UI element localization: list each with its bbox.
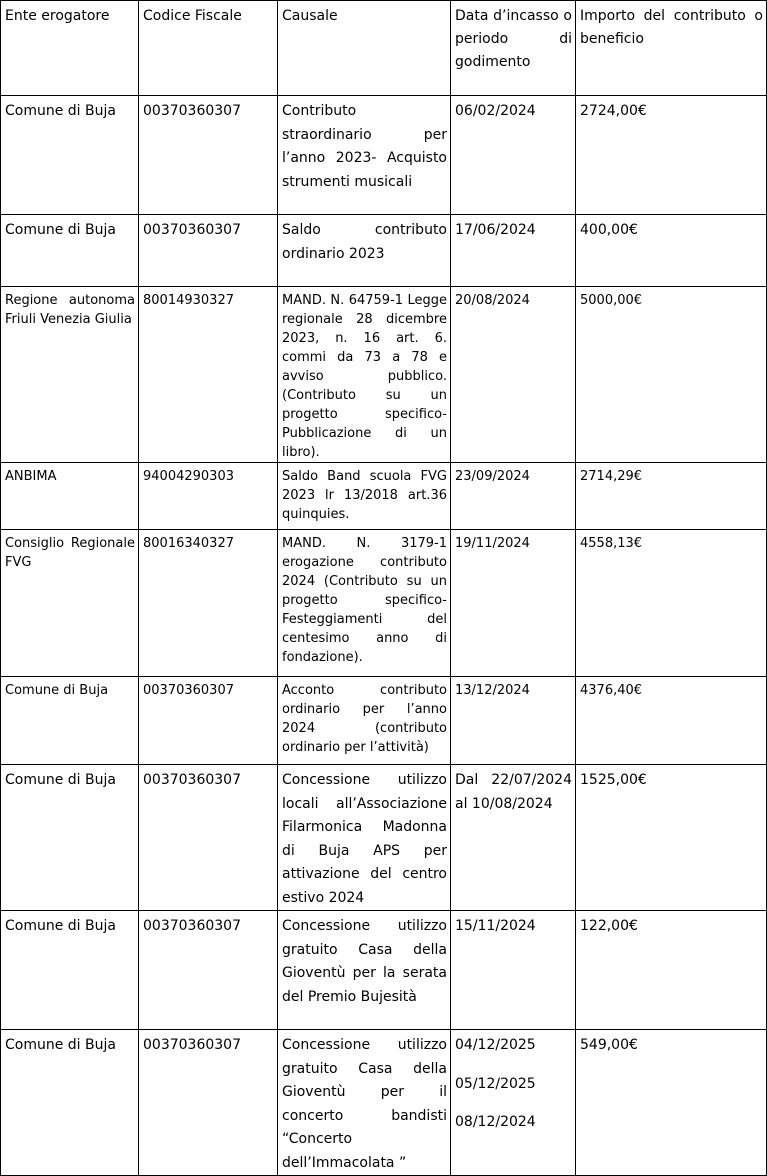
- header-data: Data d’incasso o periodo di godimento: [451, 1, 576, 96]
- cell-codice: 00370360307: [139, 677, 278, 765]
- table-row: [1, 287, 767, 463]
- cell-codice: 00370360307: [139, 1030, 278, 1176]
- cell-causale: Acconto contributo ordinario per l’anno 2024 (contributo ordinario per l’attività): [278, 677, 451, 765]
- header-ente: Ente erogatore: [1, 1, 139, 96]
- cell-codice: 80016340327: [139, 530, 278, 677]
- cell-ente: Comune di Buja: [1, 765, 139, 911]
- cell-data-line: 08/12/2024: [455, 1114, 536, 1130]
- cell-ente: Regione autonoma Friuli Venezia Giulia: [1, 287, 139, 463]
- cell-data-line: 05/12/2025: [455, 1075, 536, 1092]
- cell-importo: 2714,29€: [576, 463, 767, 530]
- header-row: [1, 1, 767, 96]
- cell-importo: 2724,00€: [576, 96, 767, 215]
- table-row: [1, 215, 767, 287]
- cell-causale: Contributo straordinario per l’anno 2023- Acquisto strumenti musicali: [278, 96, 451, 215]
- cell-data-line: 17/06/2024: [455, 222, 536, 238]
- cell-data: [451, 287, 576, 463]
- cell-importo: 4558,13€: [576, 530, 767, 677]
- header-causale: Causale: [278, 1, 451, 96]
- cell-importo: 5000,00€: [576, 287, 767, 463]
- cell-codice: 00370360307: [139, 215, 278, 287]
- cell-ente: Consiglio Regionale FVG: [1, 530, 139, 677]
- header-codice: Codice Fiscale: [139, 1, 278, 96]
- cell-data-line: 19/11/2024: [455, 536, 530, 551]
- header-importo: Importo del contributo o beneficio: [576, 1, 767, 96]
- cell-causale: Saldo Band scuola FVG 2023 lr 13/2018 art.36 quinquies.: [278, 463, 451, 530]
- table-row: [1, 677, 767, 765]
- cell-data: [451, 463, 576, 530]
- cell-data: [451, 96, 576, 215]
- cell-ente: ANBIMA: [1, 463, 139, 530]
- cell-causale: Concessione utilizzo gratuito Casa della Gioventù per la serata del Premio Bujesità: [278, 911, 451, 1030]
- table-row: [1, 1030, 767, 1176]
- table-row: [1, 463, 767, 530]
- cell-data: [451, 530, 576, 677]
- table-row: [1, 530, 767, 677]
- cell-data-line: Dal 22/07/2024 al 10/08/2024: [455, 772, 572, 812]
- cell-ente: Comune di Buja: [1, 1030, 139, 1176]
- cell-ente: Comune di Buja: [1, 911, 139, 1030]
- table-row: [1, 96, 767, 215]
- cell-codice: 94004290303: [139, 463, 278, 530]
- cell-ente: Comune di Buja: [1, 96, 139, 215]
- cell-data: [451, 911, 576, 1030]
- cell-ente: Comune di Buja: [1, 215, 139, 287]
- cell-causale: Concessione utilizzo locali all’Associazione Filarmonica Madonna di Buja APS per attivazione del centro estivo 2024: [278, 765, 451, 911]
- cell-data: [451, 677, 576, 765]
- cell-data: [451, 215, 576, 287]
- cell-causale: MAND. N. 3179-1 erogazione contributo 2024 (Contributo su un progetto specifico- Festeggiamenti del centesimo anno di fondazione).: [278, 530, 451, 677]
- cell-codice: 00370360307: [139, 765, 278, 911]
- cell-causale: MAND. N. 64759-1 Legge regionale 28 dicembre 2023, n. 16 art. 6. commi da 73 a 78 e avviso pubblico. (Contributo su un progetto specifico- Pubblicazione di un libro).: [278, 287, 451, 463]
- cell-data: [451, 1030, 576, 1176]
- cell-codice: 80014930327: [139, 287, 278, 463]
- cell-importo: 4376,40€: [576, 677, 767, 765]
- cell-importo: 549,00€: [576, 1030, 767, 1176]
- cell-importo: 1525,00€: [576, 765, 767, 911]
- cell-data-line: 06/02/2024: [455, 103, 536, 119]
- table-row: [1, 911, 767, 1030]
- cell-causale: Saldo contributo ordinario 2023: [278, 215, 451, 287]
- cell-data: [451, 765, 576, 911]
- cell-codice: 00370360307: [139, 911, 278, 1030]
- cell-ente: Comune di Buja: [1, 677, 139, 765]
- cell-causale: Concessione utilizzo gratuito Casa della Gioventù per il concerto bandisti “Concerto dell’Immacolata ”: [278, 1030, 451, 1176]
- table-row: [1, 765, 767, 911]
- cell-data-line: 13/12/2024: [455, 683, 530, 698]
- cell-importo: 400,00€: [576, 215, 767, 287]
- cell-data-line: 23/09/2024: [455, 469, 530, 484]
- cell-codice: 00370360307: [139, 96, 278, 215]
- cell-importo: 122,00€: [576, 911, 767, 1030]
- cell-data-line: 20/08/2024: [455, 293, 530, 308]
- cell-data-line: 04/12/2025: [455, 1037, 536, 1053]
- cell-data-line: 15/11/2024: [455, 918, 536, 934]
